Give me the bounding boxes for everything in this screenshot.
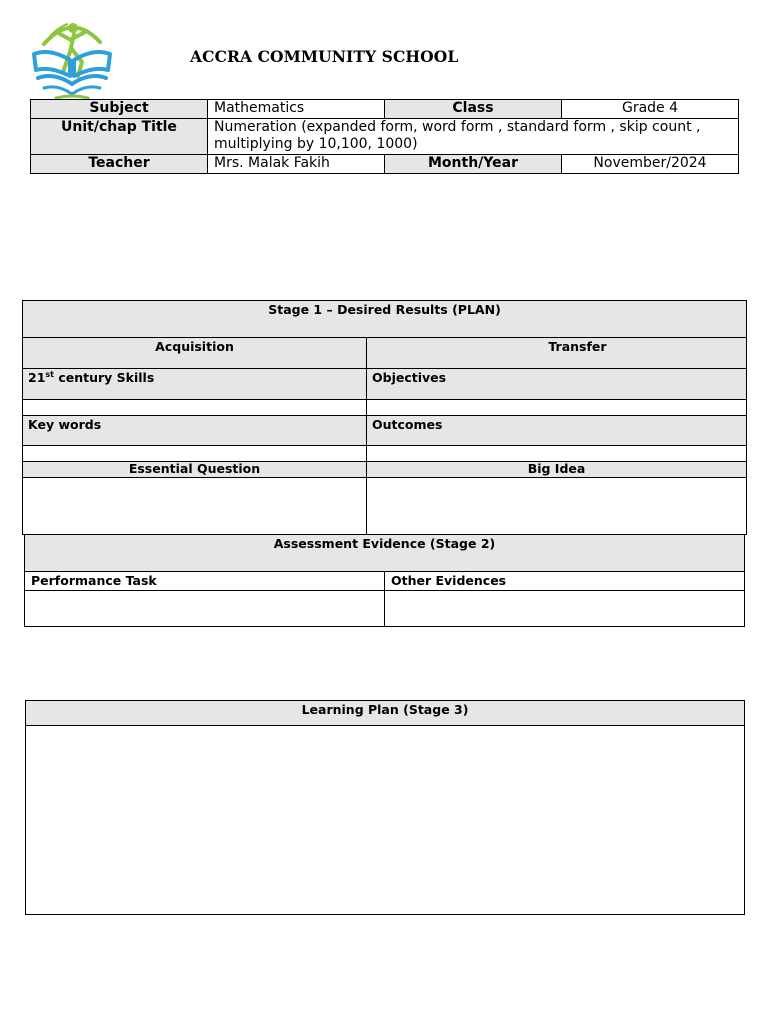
subject-value: Mathematics xyxy=(208,100,385,119)
acquisition-header: Acquisition xyxy=(23,338,367,369)
transfer-header: Transfer xyxy=(367,338,747,369)
other-evidences-label: Other Evidences xyxy=(385,572,745,591)
stage1-table xyxy=(22,300,747,535)
month-year-value: November/2024 xyxy=(562,155,739,174)
objectives-cell[interactable] xyxy=(367,400,747,416)
key-words-label: Key words xyxy=(23,416,367,446)
essential-question-label: Essential Question xyxy=(23,462,367,478)
learning-plan-cell[interactable] xyxy=(26,726,745,915)
course-info-table xyxy=(30,99,739,174)
stage2-table xyxy=(24,534,745,627)
stage3-title: Learning Plan (Stage 3) xyxy=(26,701,745,726)
other-evidences-cell[interactable] xyxy=(385,591,745,627)
performance-task-cell[interactable] xyxy=(25,591,385,627)
performance-task-label: Performance Task xyxy=(25,572,385,591)
stage3-table xyxy=(25,700,745,915)
stage1-title: Stage 1 – Desired Results (PLAN) xyxy=(23,301,747,338)
class-label: Class xyxy=(385,100,562,119)
unit-title-label: Unit/chap Title xyxy=(31,119,208,155)
objectives-label: Objectives xyxy=(367,369,747,400)
big-idea-cell[interactable] xyxy=(367,478,747,535)
teacher-label: Teacher xyxy=(31,155,208,174)
outcomes-label: Outcomes xyxy=(367,416,747,446)
big-idea-label: Big Idea xyxy=(367,462,747,478)
essential-question-cell[interactable] xyxy=(23,478,367,535)
unit-title-value: Numeration (expanded form, word form , standard form , skip count , multiplying by 10,100, 1000) xyxy=(208,119,739,155)
century-skills-cell[interactable] xyxy=(23,400,367,416)
century-skills-label: 21st century Skills xyxy=(23,369,367,400)
key-words-cell[interactable] xyxy=(23,446,367,462)
stage2-title: Assessment Evidence (Stage 2) xyxy=(25,535,745,572)
subject-label: Subject xyxy=(31,100,208,119)
outcomes-cell[interactable] xyxy=(367,446,747,462)
class-value: Grade 4 xyxy=(562,100,739,119)
teacher-value: Mrs. Malak Fakih xyxy=(208,155,385,174)
month-year-label: Month/Year xyxy=(385,155,562,174)
school-logo-icon xyxy=(30,14,114,102)
school-name: ACCRA COMMUNITY SCHOOL xyxy=(190,47,459,66)
